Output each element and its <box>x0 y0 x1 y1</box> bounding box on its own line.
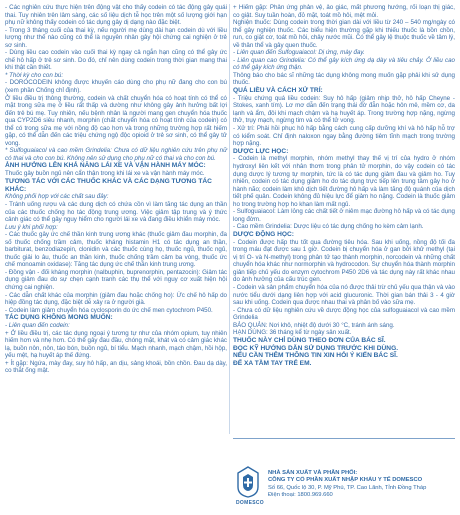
paragraph: Không phối hợp với các chất sau đây: <box>5 193 109 201</box>
section-heading: TƯƠNG TÁC VỚI CÁC THUỐC KHÁC VÀ CÁC DẠNG TƯƠNG TÁC KHÁC: <box>5 177 212 193</box>
paragraph: - Triệu chứng quá liều codein: Suy hô hấp (giảm nhịp thở, hô hấp Cheyne - Stokes, xanh tím). Lơ mơ dẫn đến trạng thái đờ đẫn hoặc hôn mê, mềm cơ, da lạnh và ẩm, đôi khi mạch chậm và hạ huyết áp. Trong trường hợp nặng, ngừng thở, trụy mạch, ngừng tim và có thể tử vong. <box>233 94 455 125</box>
footer-divider <box>233 438 455 439</box>
section-heading: THUỐC NÀY CHỈ DÙNG THEO ĐƠN CỦA BÁC SĨ. <box>233 336 386 344</box>
company-name: CÔNG TY CỔ PHẦN XUẤT NHẬP KHẨU Y TẾ DOMESCO <box>268 477 423 484</box>
paragraph: - Xử trí: Phải hồi phục hô hấp bằng cách cung cấp dưỡng khí và hô hấp hỗ trợ có kiểm soát. Chỉ định naloxon ngay bằng đường tiêm tĩnh mạch trong trường hợp nặng. <box>233 125 455 148</box>
right-column <box>233 4 455 368</box>
paragraph: * Thời kỳ cho con bú: <box>5 71 64 79</box>
paragraph: BẢO QUẢN: Nơi khô, nhiệt độ dưới 30 °C, tránh ánh sáng. <box>233 321 395 329</box>
paragraph: Thông báo cho bác sĩ những tác dụng không mong muốn gặp phải khi sử dụng thuốc. <box>233 71 455 87</box>
paragraph: + Hiếm gặp: Phản ứng phản vệ, ảo giác, mất phương hướng, rối loạn thị giác, co giật. Suy tuần hoàn, đỏ mặt, toát mồ hôi, mệt mỏi. <box>233 4 455 19</box>
paragraph: - Cao mềm Grindelia: Dược liệu có tác dụng chống ho kèm cảm lạnh. <box>233 223 424 231</box>
paragraph: - Codein và sản phẩm chuyển hóa của nó được thải trừ chủ yếu qua thận và vào nước tiểu dưới dạng liên hợp với acid glucuronic. Thời gian bán thải 3 - 4 giờ sau khi uống. Codein qua được nhau thai và phân bố vào sữa mẹ. <box>233 283 455 307</box>
paragraph: + Ít gặp: Ngứa, mày đay, suy hô hấp, an dịu, sảng khoái, bồn chồn. Đau dạ dày, co thắt ống mật. <box>5 359 227 375</box>
paragraph: - Đồng vận - đối kháng morphin (nalbuphin, buprenorphin, pentazocin): Giảm tác dụng giảm đau do sự chẹn cạnh tranh các thụ thể với nguy cơ xuất hiện hội chứng cai nghiện. <box>5 268 227 291</box>
paragraph: Lưu ý khi phối hợp: <box>5 223 58 231</box>
paragraph: - DOROCODEIN không được khuyến cáo dùng cho phụ nữ đang cho con bú (xem phần Chống chỉ định). <box>5 79 227 95</box>
left-column <box>5 4 227 375</box>
paragraph: - Các thuốc gây ức chế thần kinh trung ương khác (thuốc giảm đau morphin, đa số thuốc chống trầm cảm, thuốc kháng histamin H1 có tác dụng an thần, barbiturat, benzodiazepin, clonidin và các thuốc cùng họ, thuốc ngủ, thuốc ngủ, thuốc giải lo âu, thuốc an thần kinh, thuốc chống trầm cảm ba vòng, thuốc ức chế monoamin oxidase): Tăng tác dụng ức chế thần kinh trung ương. <box>5 231 227 269</box>
paragraph: Nghiện thuốc: Dùng codein trong thời gian dài với liều từ 240 – 540 mg/ngày có thể gây nghiện thuốc. Các biểu hiện thường gặp khi thiếu thuốc là bồn chồn, run, co giật cơ, toát mồ hôi, chảy nước mũi. Có thể gây lệ thuộc thuốc về tâm lý, về thân thể và gây quen thuốc. <box>233 19 455 49</box>
section-heading: DƯỢC ĐỘNG HỌC: <box>233 230 294 238</box>
section-heading: ĐỌC KỸ HƯỚNG DẪN SỬ DỤNG TRƯỚC KHI DÙNG. <box>233 344 399 352</box>
paragraph: Thuốc gây buồn ngủ nên cẩn thận trong khi lái xe và vận hành máy móc. <box>5 170 205 178</box>
section-heading: TÁC DỤNG KHÔNG MONG MUỐN: <box>5 314 113 322</box>
paragraph: - Tránh uống rượu và các dung dịch có chứa cồn vì làm tăng tác dụng an thần của các thuốc chống ho tác động trung ương. Việc giảm tập trung và ý thức cảnh giác có thể gây nguy hiểm cho người lái xe và đang điều khiển máy móc. <box>5 200 227 224</box>
paragraph: - Các dẫn chất khác của morphin (giảm đau hoặc chống ho): Ức chế hô hấp do hiệp đồng tác dụng, đặc biệt dễ xảy ra ở người già. <box>5 291 227 307</box>
paragraph: - Các nghiên cứu thực hiện trên động vật cho thấy codein có tác động gây quái thai. Tuy nhiên trên lâm sàng, các số liệu dịch tễ học trên một số lượng giới hạn phụ nữ không thấy codein có tác dụng gây dị dạng nào đặc biệt. <box>5 4 227 27</box>
paragraph: * Sulfoguaiacol và cao mềm Grindelia: Chưa có dữ liệu nghiên cứu trên phụ nữ có thai và cho con bú. Không nên sử dụng cho phụ nữ có thai và cho con bú. <box>5 147 227 162</box>
paragraph: - Sulfoguaiacol: Làm lỏng các chất tiết ở niêm mạc đường hô hấp và có tác dụng long đờm. <box>233 208 455 223</box>
paragraph: HẠN DÙNG: 36 tháng kể từ ngày sản xuất. <box>233 329 352 337</box>
paragraph: - Liên quan đến codein: <box>5 321 70 329</box>
paragraph: - Chưa có dữ liệu nghiên cứu về dược động học của sulfoguaiacol và cao mềm Grindelia <box>233 306 455 322</box>
domesco-logo-icon <box>236 465 260 499</box>
manufacturer-info <box>268 470 456 500</box>
section-heading: QUÁ LIỀU VÀ CÁCH XỬ TRÍ: <box>233 87 323 95</box>
paragraph: - Liên quan đến Sulfoguaiacol: Dị ứng, mày đay. <box>233 49 365 57</box>
section-heading: ẢNH HƯỞNG LÊN KHẢ NĂNG LÁI XE VÀ VẬN HÀNH MÁY MÓC: <box>5 162 206 170</box>
section-heading: DƯỢC LỰC HỌC: <box>233 147 289 155</box>
paragraph: Ở liều điều trị thông thường, codein và chất chuyển hóa có hoạt tính có thể có mặt trong sữa mẹ ở liều rất thấp và dường như không gây ảnh hưởng bất lợi đến trẻ bú mẹ. Tuy nhiên, nếu bệnh nhân là người mang gen chuyển hóa thuốc qua CYP2D6 siêu nhanh, morphin (chất chuyển hóa có hoạt tính của codein) có thể có trong sữa mẹ với nồng độ cao hơn và trong những trường hợp rất hiếm gặp, có thể dẫn đến các triệu chứng ngộ độc opioid ở trẻ sơ sinh, có thể gây tử vong. <box>5 94 227 147</box>
column-divider <box>229 4 230 434</box>
paragraph: - Liên quan cao Grindelia: Có thể gây kích ứng dạ dày và tiêu chảy. Ở liều cao có thể gây kích ứng thận. <box>233 56 455 72</box>
paragraph: - Trong 3 tháng cuối của thai kỳ, nếu người mẹ dùng dài hạn codein dù với liều lượng như thế nào cũng có thể là nguyên nhân gây hội chứng cai nghiện ở trẻ sơ sinh. <box>5 26 227 49</box>
paragraph: - Dùng liều cao codein vào cuối thai kỳ ngay cả ngắn hạn cũng có thể gây ức chế hô hấp ở trẻ sơ sinh. Do đó, chỉ nên dùng codein trong thời gian mang thai khi thật cần thiết. <box>5 49 227 72</box>
brand-name: DOMESCO <box>236 500 264 506</box>
section-heading: ĐỂ XA TẦM TAY TRẺ EM. <box>233 360 312 368</box>
company-address: Số 66, Quốc lộ 30, P. Mỹ Phú, TP. Cao Lãnh, Tỉnh Đồng Tháp <box>268 484 427 491</box>
manufacturer-heading: NHÀ SẢN XUẤT VÀ PHÂN PHỐI: <box>268 470 358 476</box>
paragraph: - Codein là methyl morphin, nhóm methyl thay thế vị trí của hydro ở nhóm hydroxyl liên kết với nhân thơm trong phân tử morphin, do vậy codein có tác dụng dược lý tương tự morphin, tức là có tác dụng giảm đau và giảm ho. Tuy nhiên, codein có tác dụng giảm ho do tác dụng trực tiếp lên trung tâm gây ho ở hành não; codein làm khô dịch tiết đường hô hấp và làm tăng độ quánh của dịch tiết phế quản. Codein không đủ hiệu lực để giảm ho nặng. Codein là thuốc giảm ho trong trường hợp ho khan làm mất ngủ. <box>233 155 455 208</box>
paragraph: - Codein làm giảm chuyển hóa cyclosporin do ức chế men cytochrom P450. <box>5 306 213 314</box>
paragraph: - Codein được hấp thu tốt qua đường tiêu hóa. Sau khi uống, nồng độ tối đa trong máu đạt được sau 1 giờ. Codein bị chuyển hóa ở gan bởi khử methyl (tại vị trí O- và N-methyl) trong phân tử tạo thành morphin, norcodein và những chất chuyển hóa khác như normorphin và hydrocodon. Sự chuyển hóa thành morphin giản tiếp chủ yếu do enzym cytochrom P450 2D6 và tác dụng này rất khác nhau do ảnh hưởng của cấu trúc gen. <box>233 238 455 284</box>
paragraph: + Ở liều điều trị, các tác dụng ngoại ý tương tự như của nhóm opium, tuy nhiên hiếm hơn và nhẹ hơn. Có thể gây đau đầu, chóng mặt, khát và có cảm giác khác lạ, buồn nôn, nôn, táo bón, buồn ngủ, bí tiểu. Mạch nhanh, mạch chậm, hồi hộp, yếu mệt, hạ huyết áp thế đứng. <box>5 329 227 360</box>
company-hotline: Điện thoại: 1800.969.660 <box>268 492 333 499</box>
section-heading: NẾU CẦN THÊM THÔNG TIN XIN HỎI Ý KIẾN BÁC SĨ. <box>233 352 398 360</box>
